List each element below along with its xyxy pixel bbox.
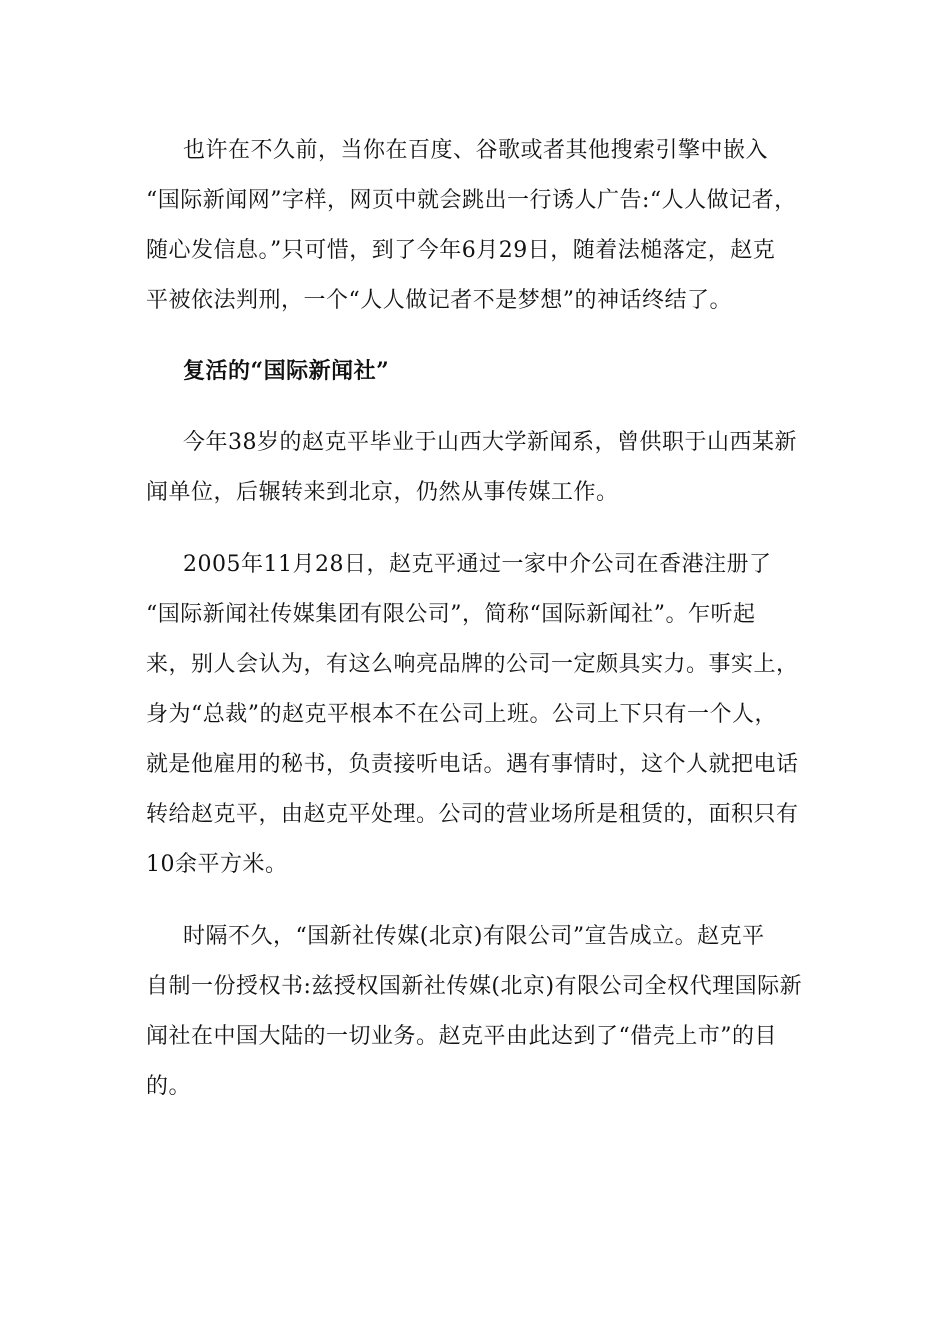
paragraph-3-line-7: 10余平方米。 (146, 852, 288, 877)
paragraph-3-line-3: 来，别人会认为，有这么响亮品牌的公司一定颇具实力。事实上， (146, 652, 799, 677)
paragraph-4-line-3: 闻社在中国大陆的一切业务。赵克平由此达到了“借壳上市”的目 (146, 1024, 777, 1049)
paragraph-1-line-4: 平被依法判刑，一个“人人做记者不是梦想”的神话终结了。 (146, 288, 732, 313)
paragraph-3-line-5: 就是他雇用的秘书，负责接听电话。遇有事情时，这个人就把电话 (146, 752, 799, 777)
paragraph-4-line-1: 时隔不久，“国新社传媒(北京)有限公司”宣告成立。赵克平 (183, 924, 765, 949)
paragraph-1-line-1: 也许在不久前，当你在百度、谷歌或者其他搜索引擎中嵌入 (183, 138, 769, 163)
paragraph-1-line-2: “国际新闻网”字样，网页中就会跳出一行诱人广告:“人人做记者， (146, 188, 797, 213)
paragraph-2-line-2: 闻单位，后辗转来到北京，仍然从事传媒工作。 (146, 480, 619, 505)
paragraph-1-line-3: 随心发信息。”只可惜，到了今年6月29日，随着法槌落定，赵克 (146, 238, 776, 263)
paragraph-4-line-4: 的。 (146, 1074, 192, 1099)
section-heading: 复活的“国际新闻社” (183, 358, 390, 384)
paragraph-2-line-1: 今年38岁的赵克平毕业于山西大学新闻系，曾供职于山西某新 (183, 430, 797, 455)
paragraph-3-line-2: “国际新闻社传媒集团有限公司”，简称“国际新闻社”。乍听起 (146, 602, 756, 627)
paragraph-3-line-4: 身为“总裁”的赵克平根本不在公司上班。公司上下只有一个人， (146, 702, 777, 727)
paragraph-3-line-6: 转给赵克平，由赵克平处理。公司的营业场所是租赁的，面积只有 (146, 802, 799, 827)
paragraph-3-line-1: 2005年11月28日，赵克平通过一家中介公司在香港注册了 (183, 552, 772, 577)
paragraph-4-line-2: 自制一份授权书:兹授权国新社传媒(北京)有限公司全权代理国际新 (146, 974, 803, 999)
